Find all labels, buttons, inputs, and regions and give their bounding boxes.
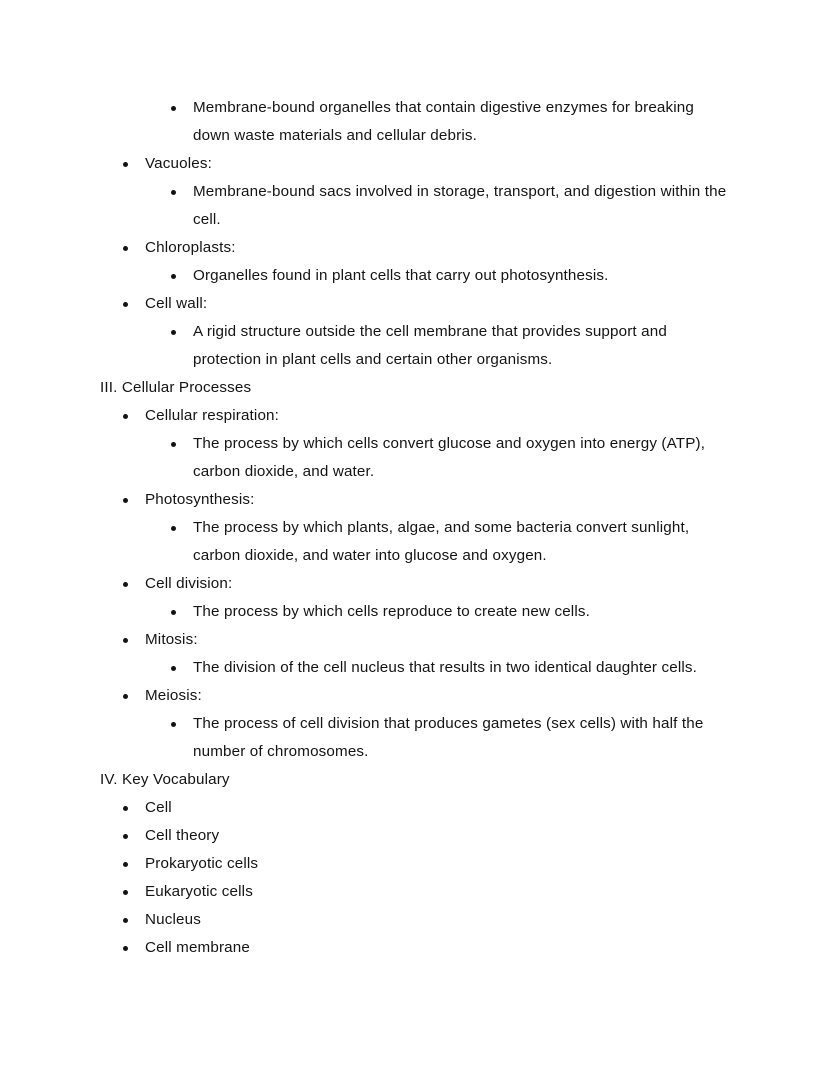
outline-list-item bbox=[0, 234, 828, 262]
bullet-icon bbox=[171, 610, 176, 615]
bullet-icon bbox=[123, 890, 128, 895]
outline-list-item bbox=[0, 794, 828, 822]
section-heading-label: IV. Key Vocabulary bbox=[100, 771, 230, 788]
outline-list-item bbox=[0, 878, 828, 906]
bullet-icon bbox=[171, 330, 176, 335]
outline-list-item bbox=[0, 262, 828, 290]
outline-item-label: Membrane-bound organelles that contain digestive enzymes for breaking down waste materials and cellular debris. bbox=[193, 99, 694, 144]
bullet-icon bbox=[123, 694, 128, 699]
outline-list-item bbox=[0, 906, 828, 934]
bullet-icon bbox=[123, 946, 128, 951]
outline-list-item bbox=[0, 94, 828, 150]
outline-item-label: Eukaryotic cells bbox=[145, 883, 253, 900]
outline-item-label: A rigid structure outside the cell membrane that provides support and protection in plant cells and certain other organisms. bbox=[193, 323, 667, 368]
outline-item-label: Mitosis: bbox=[145, 631, 198, 648]
outline-item-label: Prokaryotic cells bbox=[145, 855, 259, 872]
outline-item-label: Cell theory bbox=[145, 827, 220, 844]
bullet-icon bbox=[123, 302, 128, 307]
outline-list-item bbox=[0, 430, 828, 486]
bullet-icon bbox=[123, 162, 128, 167]
bullet-icon bbox=[123, 246, 128, 251]
outline-item-label: Meiosis: bbox=[145, 687, 202, 704]
outline-item-label: The process by which cells convert glucose and oxygen into energy (ATP), carbon dioxide, and water. bbox=[193, 435, 706, 480]
outline-list-item bbox=[0, 178, 828, 234]
outline-item-label: Membrane-bound sacs involved in storage, transport, and digestion within the cell. bbox=[193, 183, 727, 228]
bullet-icon bbox=[123, 862, 128, 867]
outline-list-item bbox=[0, 290, 828, 318]
outline-list-item bbox=[0, 934, 828, 962]
outline-list-item bbox=[0, 850, 828, 878]
bullet-icon bbox=[171, 274, 176, 279]
bullet-icon bbox=[123, 582, 128, 587]
section-heading bbox=[0, 374, 828, 402]
outline-item-label: Organelles found in plant cells that carry out photosynthesis. bbox=[193, 267, 609, 284]
outline-item-label: Photosynthesis: bbox=[145, 491, 255, 508]
outline-item-label: Cell division: bbox=[145, 575, 233, 592]
outline-list-item bbox=[0, 822, 828, 850]
outline-item-label: Cellular respiration: bbox=[145, 407, 280, 424]
bullet-icon bbox=[123, 498, 128, 503]
outline-list-item bbox=[0, 710, 828, 766]
outline-item-label: The process of cell division that produces gametes (sex cells) with half the number of chromosomes. bbox=[193, 715, 704, 760]
bullet-icon bbox=[171, 106, 176, 111]
outline-list-item bbox=[0, 570, 828, 598]
outline-item-label: The division of the cell nucleus that results in two identical daughter cells. bbox=[193, 659, 698, 676]
outline-list-item bbox=[0, 654, 828, 682]
outline-item-label: Cell membrane bbox=[145, 939, 250, 956]
outline-list-item bbox=[0, 318, 828, 374]
bullet-icon bbox=[171, 666, 176, 671]
outline-list-item bbox=[0, 486, 828, 514]
bullet-icon bbox=[171, 526, 176, 531]
bullet-icon bbox=[123, 806, 128, 811]
outline-item-label: The process by which plants, algae, and some bacteria convert sunlight, carbon dioxide, and water into glucose and oxygen. bbox=[193, 519, 690, 564]
outline-list-item bbox=[0, 682, 828, 710]
outline-list-item bbox=[0, 626, 828, 654]
bullet-icon bbox=[123, 638, 128, 643]
outline-item-label: Cell wall: bbox=[145, 295, 208, 312]
bullet-icon bbox=[123, 834, 128, 839]
outline-item-label: Chloroplasts: bbox=[145, 239, 236, 256]
bullet-icon bbox=[171, 442, 176, 447]
bullet-icon bbox=[123, 918, 128, 923]
outline-list-item bbox=[0, 402, 828, 430]
outline-list-item bbox=[0, 598, 828, 626]
outline-item-label: Cell bbox=[145, 799, 172, 816]
bullet-icon bbox=[171, 190, 176, 195]
outline-item-label: The process by which cells reproduce to create new cells. bbox=[193, 603, 590, 620]
bullet-icon bbox=[171, 722, 176, 727]
section-heading-label: III. Cellular Processes bbox=[100, 379, 252, 396]
outline-list-item bbox=[0, 150, 828, 178]
bullet-icon bbox=[123, 414, 128, 419]
section-heading bbox=[0, 766, 828, 794]
outline-item-label: Vacuoles: bbox=[145, 155, 212, 172]
outline-item-label: Nucleus bbox=[145, 911, 201, 928]
outline-list-item bbox=[0, 514, 828, 570]
